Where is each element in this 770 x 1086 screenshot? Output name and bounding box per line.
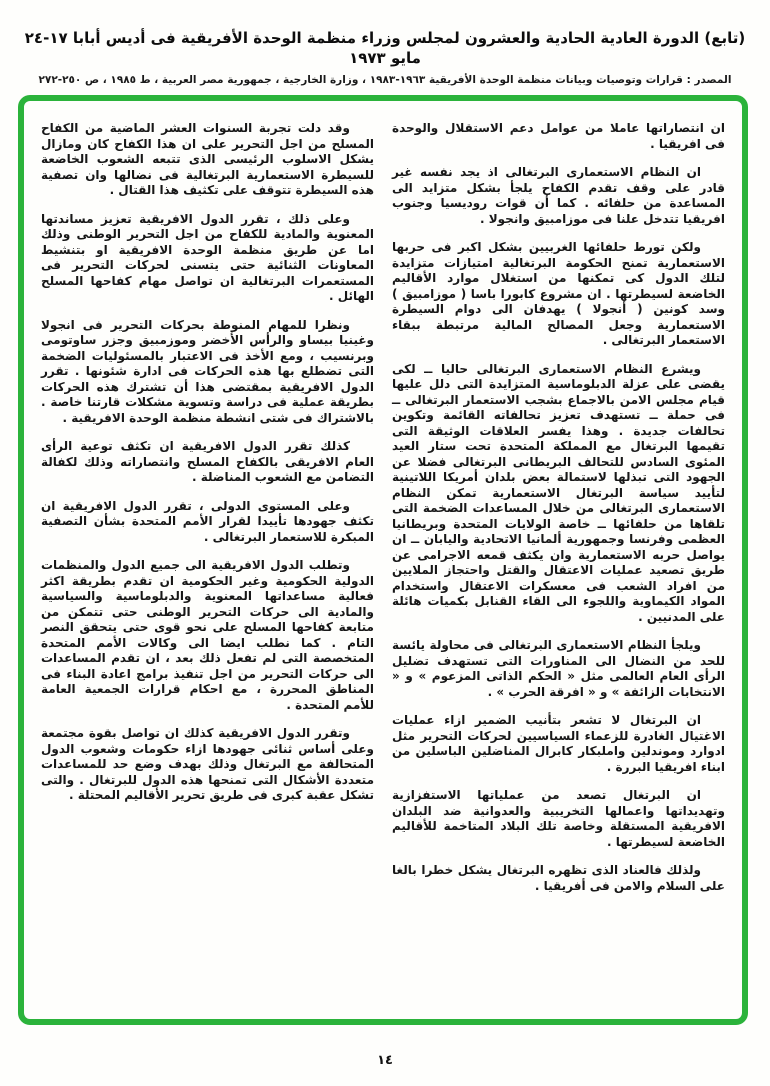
column-left — [41, 121, 374, 1005]
paragraph: ان انتصاراتها عاملا من عوامل دعم الاستقلال والوحدة فى افريقيا . — [392, 121, 725, 151]
paragraph: ان البرتغال لا تشعر بتأنيب الضمير ازاء عمليات الاغتيال الغادرة للزعماء السياسيين لحركات التحرير مثل ادوارد وموندلين واملبكار كابرال المناضلين الباسلين من ابناء افريقيا البررة . — [392, 713, 725, 774]
paragraph: كذلك تقرر الدول الافريقية ان تكثف توعية الرأى العام الافريقى بالكفاح المسلح وانتصاراته وذلك لكفالة التضامن مع الشعوب المناضلة . — [41, 439, 374, 484]
paragraph: وتقرر الدول الافريقية كذلك ان تواصل بقوة مجتمعة وعلى أساس ثنائى جهودها ازاء حكومات وشعوب الدول المتحالفة مع البرتغال وذلك بهدف وضع حد للمساعدات متعددة الأشكال التى تمنحها هذه الدول للبرتغال . والتى تشكل عقبة كبرى فى طريق تحرير الأقاليم المحتلة . — [41, 726, 374, 802]
source-line: المصدر : قرارات وتوصيات وبيانات منظمة الوحدة الأفريقية ١٩٦٣‏-‏١٩٨٣ ، وزارة الخارجية ، جمهورية مصر العربية ، ط ١٩٨٥ ، ص ٢٥٠‏-‏٢٧٢ — [38, 73, 732, 86]
paragraph: ان البرتغال تصعد من عملياتها الاستفزازية وتهديداتها واعمالها التخريبية والعدوانية ضد البلدان الافريقية المستقلة وخاصة تلك البلاد المتاخمة للأقاليم الخاضعة لسيطرتها . — [392, 788, 725, 849]
page-number: ١٤ — [377, 1053, 393, 1068]
paragraph: وعلى المستوى الدولى ، تقرر الدول الافريقية ان تكثف جهودها تأييدا لقرار الأمم المتحدة بشأن التصفية المبكرة للاستعمار البرتغالى . — [41, 498, 374, 544]
paragraph: ولذلك فالعناد الذى تظهره البرتغال يشكل خطرا بالغا على السلام والامن فى أفريقيا . — [392, 863, 725, 893]
paragraph: ولكن تورط حلفائها الغربيين بشكل اكبر فى حربها الاستعمارية تمنح الحكومة البرتغالية امتيازات متزايدة لتلك الدول كى تمكنها من استغلال موارد الأقاليم الخاضعة لسيطرتها . ان مشروع كابورا باسا ( موزامبيق ) وسد كونين ( أنجولا ) يهدفان الى دوام السيطرة الاستعمارية وجعل المصالح المالية مرتبطة ببقاء الاستعمار البرتغالى . — [392, 240, 725, 347]
paragraph: ويشرع النظام الاستعمارى البرتغالى حاليا ــ لكى يقضى على عزلة الدبلوماسية المتزايدة التى دلل عليها قيام مجلس الامن بالاجماع بشجب الاستعمار البرتغالى ــ فى حملة ــ تستهدف تعزيز تحالفاته القائمة وتكوين تحالفات جديدة . وهذا يفسر العلاقات الوثيقة التى تقيمها البرتغال مع المملكة المتحدة تحت ستار العيد المئوى السادس للتحالف البريطانى البرتغالى فضلا عن الجهود التى تبذلها لاستمالة بعض بلدان أمريكا اللاتينية لتأييد سياسة البرتغال الاستعمارية تمكن النظام الاستعمارى البرتغالى من خلال المساعدات الضخمة التى تلقاها من حلفائها ــ خاصة الولايات المتحدة وبريطانيا العظمى وفرنسا وجمهورية ألمانيا الاتحادية واليابان ــ ان يواصل حربه الاستعمارية وان يكثف قمعه الاجرامى عن طريق تصعيد عمليات الاعتقال والقتل واحتجاز الملايين من افراد الشعب فى معسكرات الاعتقال واستخدام المواد الكيماوية واللجوء الى القاء القنابل بكميات هائلة على المدنيين . — [392, 361, 725, 624]
column-right — [392, 121, 725, 1005]
paragraph: وعلى ذلك ، تقرر الدول الافريقية تعزيز مساندتها المعنوية والمادية للكفاح من اجل التحرير الوطنى وذلك اما عن طريق منظمة الوحدة الافريقية او بتنشيط المعاونات الثنائية حتى يتسنى لحركات التحرير فى المستعمرات البرتغالية ان تواصل مهام كفاحها المسلح الهائل . — [41, 211, 374, 303]
paragraph: وتطلب الدول الافريقية الى جميع الدول والمنظمات الدولية الحكومية وغير الحكومية ان تقدم بطريقة اكثر فعالية مساعداتها المعنوية والدبلوماسية والسياسية والمادية الى حركات التحرير الوطنى حتى تتمكن من متابعة كفاحها المسلح على نحو قوى حتى يتحقق النصر التام . كما نطلب ايضا الى وكالات الأمم المتحدة المتخصصة التى لم تفعل ذلك بعد ، ان تقدم المساعدات الى حركات التحرير من اجل تنفيذ برامج اعادة البناء فى المناطق المحررة ، مع احكام قرارات الجمعية العامة للأمم المتحدة . — [41, 558, 374, 712]
paragraph: وقد دلت تجربة السنوات العشر الماضية من الكفاح المسلح من اجل التحرير على ان هذا الكفاح كان ومازال يشكل الاسلوب الرئيسى الذى تتبعه الشعوب الخاضعة للسيطرة الاستعمارية البرتغالية فى نضالها وان تصفية هذه السيطرة تتوقف على تكثيف هذا القتال . — [41, 121, 374, 197]
paragraph: ويلجأ النظام الاستعمارى البرتغالى فى محاولة يائسة للحد من النضال الى المناورات التى تستهدف تضليل الرأى العام العالمى مثل « الحكم الذاتى المزعوم » و « الانتخابات الزائفة » و « افرقة الحرب » . — [392, 638, 725, 699]
two-column-layout — [41, 121, 725, 1005]
paragraph: ان النظام الاستعمارى البرتغالى اذ يجد نفسه غير قادر على وقف تقدم الكفاح يلجأ بشكل متزايد الى المساعدة من حلفائه . كما أن قوات روديسيا وجنوب افريقيا تتدخل علنا فى موزامبيق وانجولا . — [392, 165, 725, 226]
page-header — [0, 0, 770, 86]
paragraph: ونظرا للمهام المنوطة بحركات التحرير فى انجولا وغينيا بيساو والرأس الأخضر وموزمبيق وجزر ساوتومى وبرنسيب ، ومع الأخذ فى الاعتبار بالمسئوليات الضخمة التى تضطلع بها هذه الحركات فى ادارة شئونها . تقرر الدول الافريقية بمقتضى هذا أن تشترك هذه الحركات بطريقة عملية فى دراسة وتسوية مشكلات قارتنا خاصة . بالاشتراك فى شتى انشطة منظمة الوحدة الافريقية . — [41, 317, 374, 425]
page-title: (تابع) الدورة العادية الحادية والعشرون لمجلس وزراء منظمة الوحدة الأفريقية فى أديس أبابا ١٧‏-‏٢٤ مايو ١٩٧٣ — [24, 29, 746, 68]
content-border-box — [18, 95, 748, 1025]
